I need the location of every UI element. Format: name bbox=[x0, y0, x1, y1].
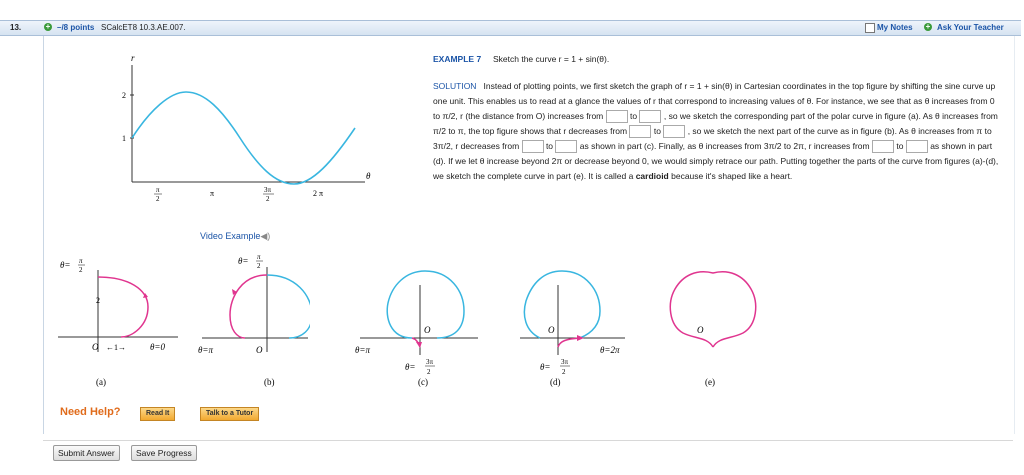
speaker-icon[interactable]: ◀) bbox=[260, 231, 271, 241]
example-heading: EXAMPLE 7 bbox=[433, 54, 482, 64]
example-prompt: Sketch the curve r = 1 + sin(θ). bbox=[493, 54, 610, 64]
panel-b-top-label: θ= bbox=[238, 256, 249, 266]
solution-p1: Instead of plotting points, we first sketch the graph of r = 1 + sin(θ) in Cartesian coordinates in the top figure by shifting the sine curve up one unit. This enables us to read at a glance the values of r that correspond to increasing values of θ. For instance, we see that as θ increases from 0 to π/2, r (the distance from O) increases from bbox=[433, 81, 996, 121]
panel-d-caption: (d) bbox=[550, 377, 561, 387]
panel-a-origin: O bbox=[92, 342, 99, 352]
frac-den: 2 bbox=[257, 262, 261, 270]
x-tick-pi: π bbox=[210, 189, 215, 198]
solution-p5: as shown in part (d). If we let θ increase beyond 2π or decrease beyond 0, we would simply retrace our path. Putting together the parts of the curve from figures (a)-(d), we sketch the complete curve in part (e). It is called a bbox=[433, 141, 999, 181]
panel-b-caption: (b) bbox=[264, 377, 275, 387]
video-example-label: Video Example bbox=[200, 231, 261, 241]
answer-box-6[interactable] bbox=[555, 140, 577, 153]
answer-box-7[interactable] bbox=[872, 140, 894, 153]
question-number: 13. bbox=[10, 23, 22, 32]
answer-box-3[interactable] bbox=[629, 125, 651, 138]
r-axis-label: r bbox=[131, 53, 135, 63]
save-progress-button[interactable]: Save Progress bbox=[131, 445, 197, 461]
to-label: to bbox=[545, 141, 554, 151]
panel-e-origin: O bbox=[697, 325, 704, 335]
panel-c-origin: O bbox=[424, 325, 431, 335]
ask-teacher-link[interactable]: Ask Your Teacher bbox=[937, 23, 1004, 32]
answer-box-4[interactable] bbox=[663, 125, 685, 138]
x-tick-3pi-2-den: 2 bbox=[266, 195, 270, 203]
panel-a-curve bbox=[98, 277, 148, 337]
answer-box-2[interactable] bbox=[639, 110, 661, 123]
frac-num: 3π bbox=[426, 358, 434, 366]
panel-c-left: θ=π bbox=[355, 345, 371, 355]
frac-num: 3π bbox=[561, 358, 569, 366]
panel-a-caption: (a) bbox=[96, 377, 106, 387]
panel-a bbox=[58, 245, 188, 395]
solution-p3: , so we sketch the next part of the curve as in figure (b). As θ increases from π to 3π/2, r decreases from bbox=[433, 126, 992, 151]
solution-p2: , so we sketch the corresponding part of the polar curve in figure (a). As θ increases from π/2 to π, the top figure shows that r decreases from bbox=[433, 111, 998, 136]
x-tick-pi-2: π bbox=[156, 186, 160, 194]
frac-den: 2 bbox=[562, 368, 566, 376]
x-tick-2pi: 2 π bbox=[313, 189, 324, 198]
to-label: to bbox=[896, 141, 904, 151]
answer-box-8[interactable] bbox=[906, 140, 928, 153]
solution-p4: as shown in part (c). Finally, as θ increases from 3π/2 to 2π, r increases from bbox=[579, 141, 870, 151]
panel-d-bottom: θ= bbox=[540, 362, 551, 372]
example-text bbox=[433, 52, 1003, 184]
panel-b-origin: O bbox=[256, 345, 263, 355]
panel-b-left: θ=π bbox=[198, 345, 214, 355]
to-label: to bbox=[630, 111, 638, 121]
read-it-button[interactable]: Read It bbox=[140, 407, 175, 421]
y-tick-label-2: 2 bbox=[122, 91, 126, 100]
answer-box-5[interactable] bbox=[522, 140, 544, 153]
need-help-label: Need Help? bbox=[60, 406, 121, 418]
panel-d-right: θ=2π bbox=[600, 345, 620, 355]
panel-d-cyan-curve bbox=[524, 271, 600, 338]
to-label: to bbox=[653, 126, 661, 136]
points-label: –/8 points bbox=[57, 23, 95, 32]
panel-c-arrow-icon bbox=[416, 342, 422, 348]
panel-e bbox=[655, 245, 775, 395]
my-notes-link[interactable]: My Notes bbox=[877, 23, 913, 32]
panel-c bbox=[350, 245, 480, 395]
panel-a-two: 2 bbox=[96, 296, 100, 305]
frac-num: π bbox=[257, 253, 261, 261]
question-code: SCalcET8 10.3.AE.007. bbox=[101, 23, 186, 32]
x-tick-pi-2-den: 2 bbox=[156, 195, 160, 203]
panel-b-cyan-curve bbox=[267, 275, 310, 338]
my-notes-checkbox[interactable] bbox=[865, 23, 875, 33]
sine-curve bbox=[132, 92, 355, 184]
panel-e-caption: (e) bbox=[705, 377, 715, 387]
talk-to-tutor-button[interactable]: Talk to a Tutor bbox=[200, 407, 259, 421]
ask-teacher-icon[interactable]: + bbox=[925, 22, 931, 31]
submit-answer-button[interactable]: Submit Answer bbox=[53, 445, 120, 461]
panel-c-bottom: θ= bbox=[405, 362, 416, 372]
panel-d-curve bbox=[558, 338, 580, 347]
panel-a-one: ←1→ bbox=[106, 343, 126, 352]
solution-p6: because it's shaped like a heart. bbox=[671, 171, 793, 181]
panel-d-origin: O bbox=[548, 325, 555, 335]
sine-graph bbox=[110, 50, 380, 210]
theta-axis-label: θ bbox=[366, 171, 371, 181]
panel-c-caption: (c) bbox=[418, 377, 428, 387]
video-example-link[interactable] bbox=[200, 231, 270, 242]
panel-b bbox=[190, 245, 310, 395]
question-header bbox=[0, 20, 1021, 36]
panel-d bbox=[500, 245, 650, 395]
answer-box-1[interactable] bbox=[606, 110, 628, 123]
panel-a-right: θ=0 bbox=[150, 342, 165, 352]
frac-num: π bbox=[79, 257, 83, 265]
frac-den: 2 bbox=[79, 266, 83, 274]
frac-den: 2 bbox=[427, 368, 431, 376]
panel-b-curve bbox=[230, 275, 267, 338]
panel-a-top-label: θ= bbox=[60, 260, 71, 270]
solution-label: SOLUTION bbox=[433, 81, 477, 91]
plus-icon[interactable]: + bbox=[45, 22, 51, 31]
cardioid-curve bbox=[670, 272, 755, 347]
x-tick-3pi-2: 3π bbox=[264, 186, 272, 194]
y-tick-label-1: 1 bbox=[122, 134, 126, 143]
cardioid-term: cardioid bbox=[635, 171, 669, 181]
